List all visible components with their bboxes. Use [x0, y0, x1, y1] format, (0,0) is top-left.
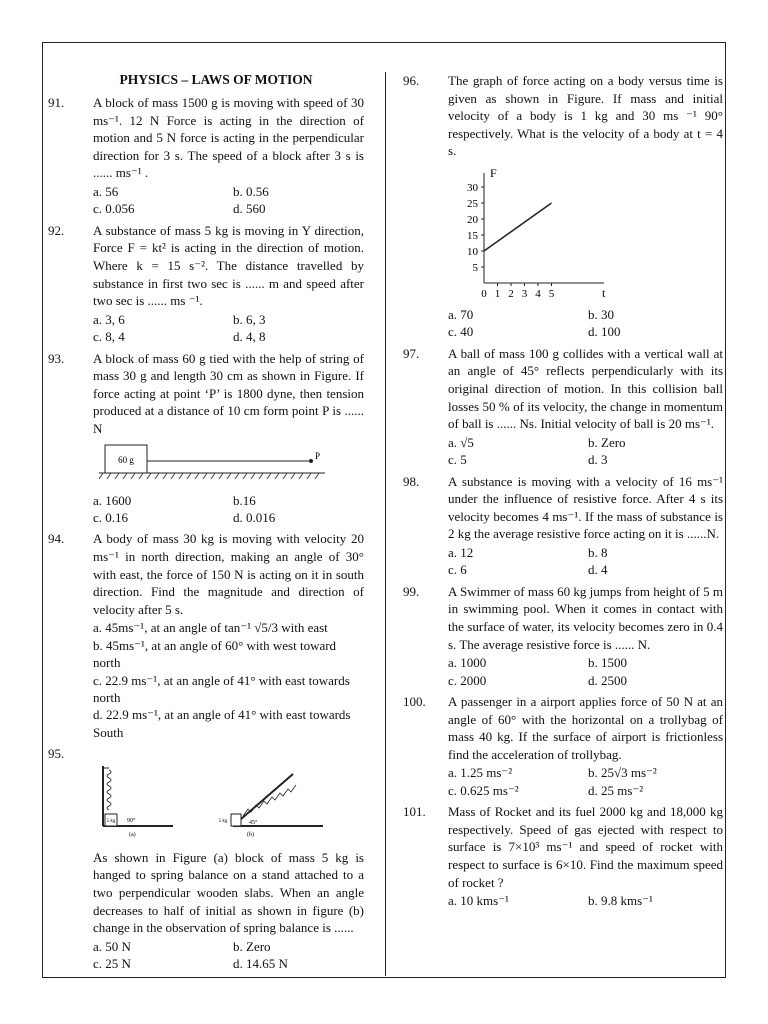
x-axis-label: t: [602, 285, 606, 300]
option: d. 25 ms⁻²: [588, 782, 644, 798]
option: a. √5: [448, 434, 474, 450]
option: d. 4: [588, 562, 608, 578]
ground-hatching: [99, 473, 319, 479]
point-p: [309, 459, 313, 463]
option: d. 560: [233, 201, 266, 217]
option: d. 100: [588, 324, 621, 340]
question-number: 97.: [403, 345, 420, 361]
question-text: A substance of mass 5 kg is moving in Y direction, Force F = kt² is acting in the direction of motion. Where k = 15 s⁻². The distance travelled by substance in first two sec is ...... m and speed after two sec is ...... ms ⁻¹.: [93, 222, 364, 309]
option: c. 0.056: [93, 201, 135, 217]
question-number: 101.: [403, 804, 426, 820]
question-text: A block of mass 1500 g is moving with speed of 30 ms⁻¹. 12 N Force is acting in the direction of motion and 5 N force is acting in the perpendicular direction for 3 s. The speed of a block after 3 s is ...... ms⁻¹ .: [93, 95, 364, 181]
force-time-graph: [448, 161, 723, 306]
option: a. 12: [448, 544, 474, 560]
option: b. 0.56: [233, 183, 269, 199]
option: b. 25√3 ms⁻²: [588, 765, 657, 781]
question-94: [48, 530, 364, 618]
mass-b: [231, 814, 241, 826]
question-98: [403, 473, 723, 543]
y-tick-label: 10: [467, 245, 478, 258]
option: c. 22.9 ms⁻¹, at an angle of 41° with east towards north: [93, 672, 350, 705]
question-91: [48, 94, 364, 182]
option: d. 2500: [588, 672, 627, 688]
option: c. 0.16: [93, 509, 129, 525]
column-divider: [385, 72, 386, 976]
y-tick-label: 25: [467, 197, 478, 210]
question-text: As shown in Figure (a) block of mass 5 kg is hanged to spring balance on a stand attached to a two perpendicular wooden slabs. When an angle decreases to half of initial as shown in figure (b) change in the observation of spring balance is ......: [93, 849, 364, 936]
question-100: [403, 693, 723, 763]
option: b. 8: [588, 544, 608, 560]
options-91: [93, 183, 364, 218]
y-tick-label: 15: [467, 229, 478, 242]
y-tick-label: 5: [472, 261, 478, 274]
point-label: P: [315, 450, 321, 461]
question-number: 99.: [403, 583, 420, 599]
option: b. 6, 3: [233, 311, 266, 327]
option: b. Zero: [233, 938, 271, 954]
options-92: [93, 311, 364, 346]
option: c. 2000: [448, 672, 487, 688]
question-number: 94.: [48, 531, 65, 547]
figure-b: [219, 774, 323, 838]
option: a. 56: [93, 183, 119, 199]
question-number: 95.: [48, 746, 65, 762]
question-number: 92.: [48, 222, 65, 238]
question-number: 100.: [403, 693, 426, 709]
x-tick-label: 2: [508, 287, 514, 300]
option: d. 22.9 ms⁻¹, at an angle of 41° with east towards South: [93, 707, 351, 740]
question-101: [403, 803, 723, 891]
option: c. 25 N: [93, 956, 131, 972]
y-tick-label: 30: [467, 181, 478, 194]
option: a. 1.25 ms⁻²: [448, 765, 513, 781]
options-97: [448, 434, 723, 469]
option: a. 3, 6: [93, 311, 125, 327]
svg-text:(b): (b): [247, 831, 254, 838]
options-94: [93, 619, 364, 741]
x-tick-label: 5: [548, 287, 555, 300]
option: a. 70: [448, 306, 474, 322]
option: a. 45ms⁻¹, at an angle of tan⁻¹ √5/3 with east: [93, 620, 328, 636]
question-number: 93.: [48, 350, 65, 366]
left-column: [48, 72, 364, 977]
options-96: [448, 306, 723, 341]
question-text: A block of mass 60 g tied with the help of string of mass 30 g and length 30 cm as shown in Figure. If force acting at point ‘P’ is 1800 dyne, then tension produced at a distance of 10 cm form point P is ...... N: [93, 350, 364, 436]
svg-text:45°: 45°: [249, 819, 258, 826]
question-text: The graph of force acting on a body versus time is given as shown in Figure. If mass and initial velocity of a body is 1 kg and 30 ms ⁻¹ 90° respectively. What is the velocity of a body at t = 4 s.: [448, 73, 723, 159]
svg-text:5 kg: 5 kg: [106, 818, 116, 824]
question-text: A ball of mass 100 g collides with a vertical wall at an angle of 45° reflects perpendicularly with its original direction of motion. In this collision ball losses 50 % of its velocity, the change in momentum of ball is ...... Ns. Initial velocity of ball is 20 ms⁻¹.: [448, 345, 723, 432]
right-column: [403, 72, 723, 914]
x-tick-label: 4: [535, 287, 541, 300]
svg-text:(a): (a): [129, 831, 136, 838]
spring-balance-figure: [93, 764, 364, 849]
svg-text:90°: 90°: [127, 817, 136, 824]
option: b. 1500: [588, 655, 627, 671]
question-text: A Swimmer of mass 60 kg jumps from height of 5 m in swimming pool. When it comes in contact with the surface of water, its velocity becomes zero in 0.4 s. The average resistive force is ...... N.: [448, 583, 723, 652]
option: b. 9.8 kms⁻¹: [588, 893, 653, 909]
page-title: PHYSICS – LAWS OF MOTION: [119, 72, 313, 87]
option: c. 5: [448, 452, 467, 468]
block-label: 60 g: [118, 454, 134, 465]
question-number: 96.: [403, 73, 420, 88]
question-number: 91.: [48, 95, 65, 110]
block-string-figure: [93, 439, 364, 492]
option: c. 8, 4: [93, 329, 125, 345]
x-tick-label: 1: [494, 287, 501, 300]
option: a. 10 kms⁻¹: [448, 893, 509, 909]
question-99: [403, 583, 723, 653]
option: d. 4, 8: [233, 329, 266, 345]
question-96: [403, 72, 723, 160]
question-97: [403, 345, 723, 433]
option: c. 6: [448, 562, 467, 578]
x-tick-label: 3: [521, 287, 528, 300]
question-text: A passenger in a airport applies force of 50 N at an angle of 60° with the horizontal on a trollybag of mass 40 kg. If the surface of airport is frictionless find the acceleration of trollybag.: [448, 693, 723, 762]
options-98: [448, 544, 723, 579]
options-100: [448, 764, 723, 799]
option: d. 14.65 N: [233, 956, 288, 972]
svg-text:5 kg: 5 kg: [218, 818, 228, 824]
y-tick-label: 20: [467, 213, 478, 226]
option: b.16: [233, 492, 256, 508]
question-93: [48, 350, 364, 438]
question-92: [48, 222, 364, 310]
option: d. 0.016: [233, 509, 276, 525]
x-tick-label: 0: [481, 287, 487, 300]
options-101: [448, 892, 723, 909]
options-95: [93, 938, 364, 973]
option: b. 45ms⁻¹, at an angle of 60° with west toward north: [93, 637, 337, 671]
options-99: [448, 654, 723, 689]
option: b. 30: [588, 306, 614, 322]
option: a. 1600: [93, 492, 132, 508]
question-95: [48, 745, 364, 763]
question-text: A body of mass 30 kg is moving with velocity 20 ms⁻¹ in north direction, making an angle of 30° with east, the force of 150 N is acting on it in south direction. Find the magnitude and direction of velocity after 5 s.: [93, 531, 364, 617]
question-text: Mass of Rocket and its fuel 2000 kg and 18,000 kg respectively. Speed of gas ejected with respect to surface is 7×10³ ms⁻¹ and speed of rocket with respect to surface is 6×10. Find the maximum speed of rocket ?: [448, 804, 723, 890]
option: b. Zero: [588, 434, 626, 450]
y-axis-label: F: [490, 165, 497, 180]
question-number: 98.: [403, 473, 420, 489]
options-93: [93, 492, 364, 527]
force-line: [484, 203, 552, 251]
spring-a: [107, 770, 111, 810]
option: c. 40: [448, 324, 474, 340]
question-95-text: [48, 849, 364, 937]
option: c. 0.625 ms⁻²: [448, 782, 519, 798]
question-text: A substance is moving with a velocity of 16 ms⁻¹ under the influence of resistive force. After 4 s its velocity becomes 4 ms⁻¹. If the mass of substance is 2 kg the average resistive force acting on it is ......N.: [448, 473, 723, 542]
option: a. 1000: [448, 655, 487, 671]
option: d. 3: [588, 452, 608, 468]
option: a. 50 N: [93, 938, 131, 954]
figure-a: [103, 766, 173, 838]
